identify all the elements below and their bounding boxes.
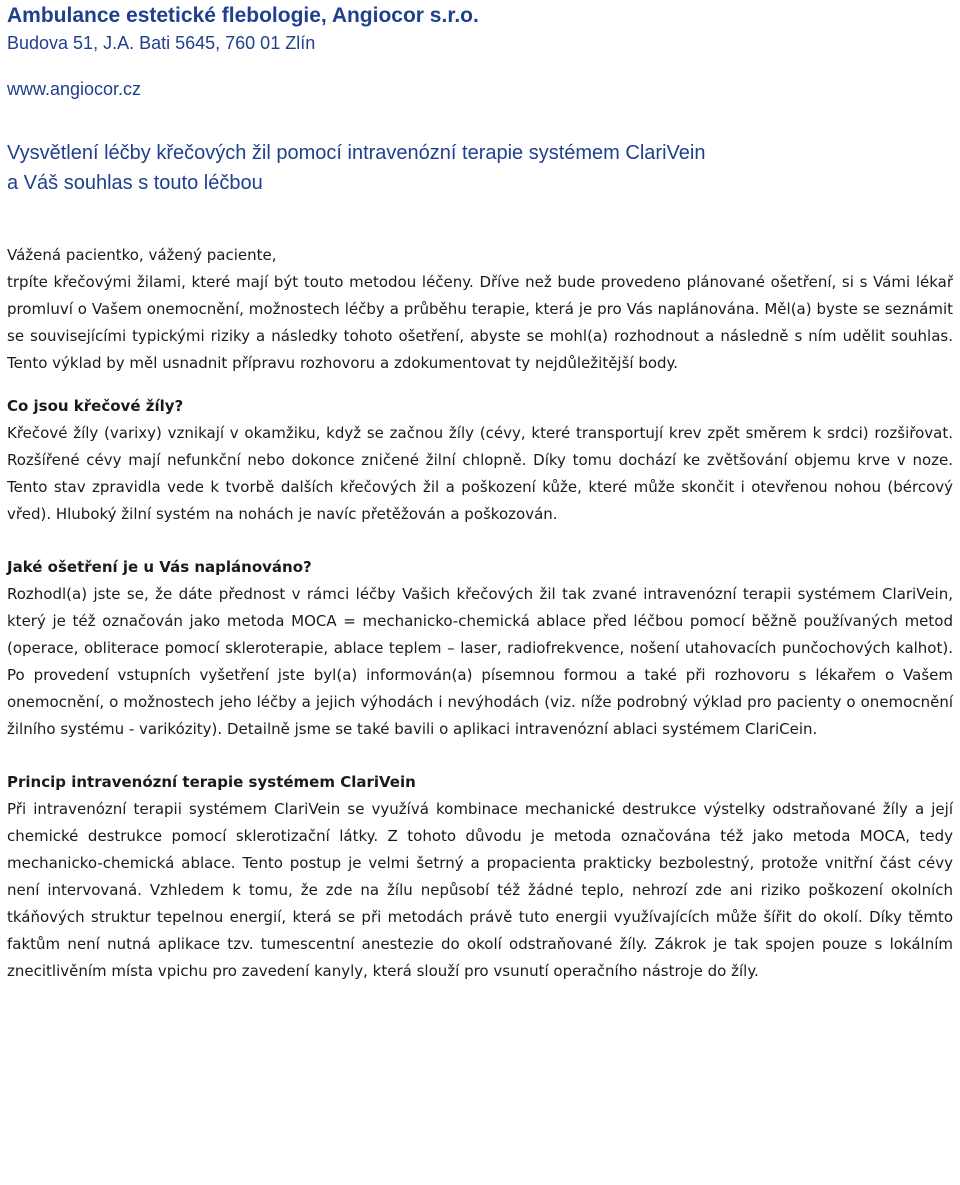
- section-heading: Co jsou křečové žíly?: [7, 397, 184, 415]
- clinic-address: Budova 51, J.A. Bati 5645, 760 01 Zlín: [7, 33, 316, 53]
- salutation: Vážená pacientko, vážený paciente,: [7, 246, 277, 264]
- section-clarivein-principle: [7, 769, 953, 985]
- section-paragraph: Rozhodl(a) jste se, že dáte přednost v rámci léčby Vašich křečových žil tak zvané intravenózní terapii systémem ClariVein, který je též označován jako metoda MOCA = mechanicko-chemická ablace před léčbou pomocí běžně používaných metod (operace, obliterace pomocí skleroterapie, ablace teplem – laser, radiofrekvence, nošení utahovacích punčochových kalhot). Po provedení vstupních vyšetření jste byl(a) informován(a) písemnou formou a také při rozhovoru s lékařem o Vašem onemocnění, o možnostech jeho léčby a jejich výhodách i nevýhodách (viz. níže podrobný výklad pro pacienty o onemocnění žilního systému - varikózity). Detailně jsme se také bavili o aplikaci intravenózní ablaci systémem ClariCein.: [7, 585, 953, 738]
- section-paragraph: Při intravenózní terapii systémem ClariVein se využívá kombinace mechanické destrukce výstelky odstraňované žíly a její chemické destrukce pomocí sklerotizační látky. Z tohoto důvodu je metoda označována též jako metoda MOCA, tedy mechanicko-chemická ablace. Tento postup je velmi šetrný a propacienta prakticky bezbolestný, protože vnitřní část cévy není intervovaná. Vzhledem k tomu, že zde na žílu nepůsobí též žádné teplo, nehrozí zde ani riziko poškození okolních tkáňových struktur tepelnou energií, která se při metodách právě tuto energii využívajících může šířit do okolí. Díky těmto faktům není nutná aplikace tzv. tumescentní anestezie do okolí odstraňované žíly. Zákrok je tak spojen pouze s lokálním znecitlivěním místa vpichu pro zavedení kanyly, která slouží pro vsunutí operačního nástroje do žíly.: [7, 800, 953, 980]
- letterhead: [7, 3, 953, 101]
- intro-paragraph: trpíte křečovými žilami, které mají být touto metodou léčeny. Dříve než bude provedeno plánované ošetření, si s Vámi lékař promluví o Vašem onemocnění, možnostech léčby a průběhu terapie, která je pro Vás naplánována. Měl(a) byste se seznámit se souvisejícími typickými riziky a následky tohoto ošetření, abyste se mohl(a) rozhodnout a následně s ním udělit souhlas. Tento výklad by měl usnadnit přípravu rozhovoru a zdokumentovat ty nejdůležitější body.: [7, 273, 953, 372]
- document-title: [7, 138, 953, 198]
- document-page: [7, 0, 953, 985]
- document-title-line-2: a Váš souhlas s touto léčbou: [7, 172, 263, 194]
- clinic-website: www.angiocor.cz: [7, 79, 142, 99]
- document-title-line-1: Vysvětlení léčby křečových žil pomocí intravenózní terapie systémem ClariVein: [7, 142, 706, 164]
- section-heading: Princip intravenózní terapie systémem ClariVein: [7, 773, 416, 791]
- section-planned-treatment: [7, 554, 953, 743]
- section-heading: Jaké ošetření je u Vás naplánováno?: [7, 558, 312, 576]
- greeting-block: [7, 242, 953, 377]
- clinic-name: Ambulance estetické flebologie, Angiocor s.r.o.: [7, 4, 479, 27]
- section-varicose-veins: [7, 393, 953, 528]
- section-paragraph: Křečové žíly (varixy) vznikají v okamžiku, když se začnou žíly (cévy, které transportují krev zpět směrem k srdci) rozšiřovat. Rozšířené cévy mají nefunkční nebo dokonce zničené žilní chlopně. Díky tomu dochází ke zvětšování objemu krve v noze. Tento stav zpravidla vede k tvorbě dalších křečových žil a poškození kůže, které může skončit i otevřenou nohou (bércový vřed). Hluboký žilní systém na nohách je navíc přetěžován a poškozován.: [7, 424, 953, 523]
